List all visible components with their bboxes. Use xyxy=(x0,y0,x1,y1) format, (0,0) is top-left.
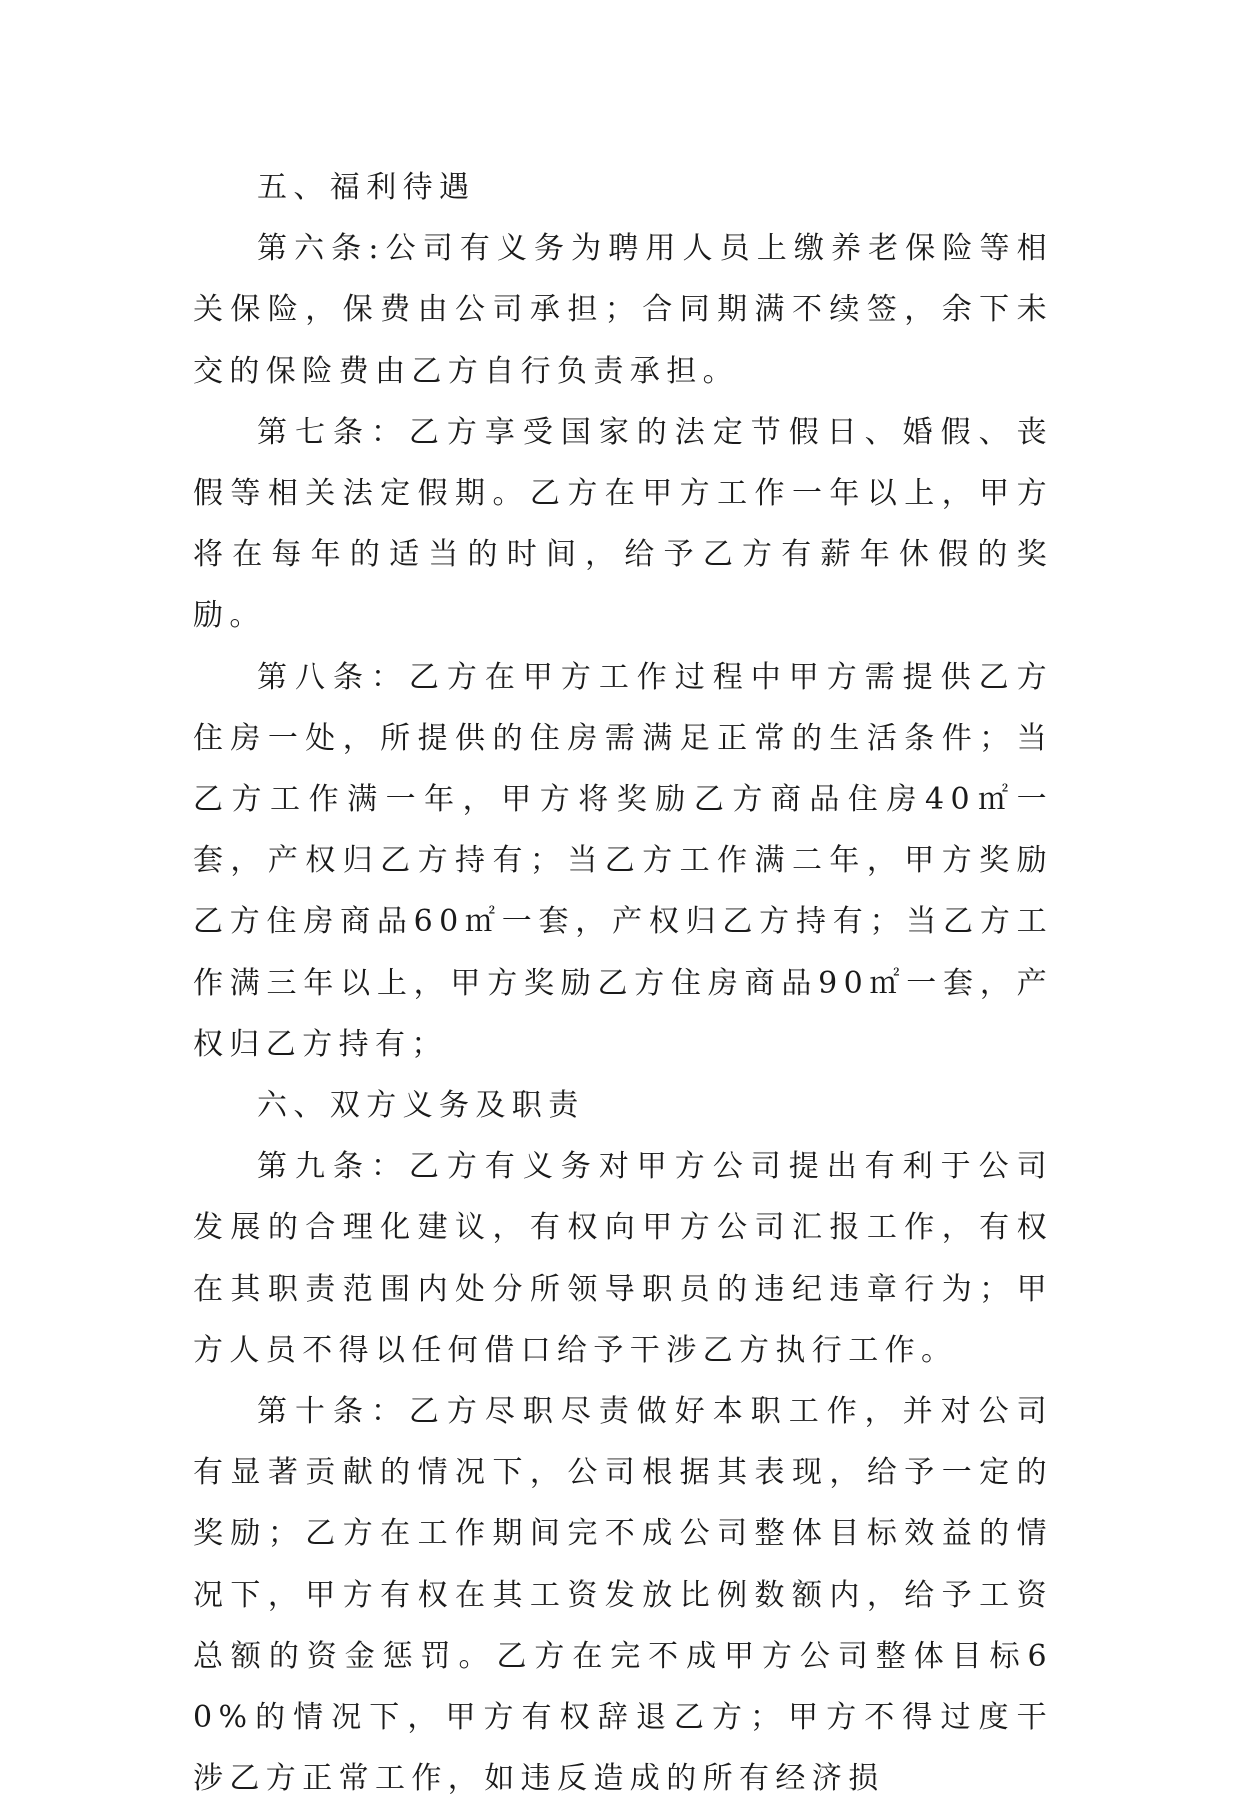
article-10-paragraph: 第十条：乙方尽职尽责做好本职工作，并对公司有显著贡献的情况下，公司根据其表现，给予一定的奖励；乙方在工作期间完不成公司整体目标效益的情况下，甲方有权在其工资发放比例数额内，给予工资总额的资金惩罚。乙方在完不成甲方公司整体目标60%的情况下，甲方有权辞退乙方；甲方不得过度干涉乙方正常工作，如违反造成的所有经济损 xyxy=(193,1394,1053,1797)
section-heading-welfare: 五、福利待遇 xyxy=(257,170,476,205)
document-body xyxy=(193,157,1053,1809)
article-9-paragraph: 第九条：乙方有义务对甲方公司提出有利于公司发展的合理化建议，有权向甲方公司汇报工作，有权在其职责范围内处分所领导职员的违纪违章行为；甲方人员不得以任何借口给予干涉乙方执行工作。 xyxy=(193,1149,1053,1368)
article-7-paragraph: 第七条：乙方享受国家的法定节假日、婚假、丧假等相关法定假期。乙方在甲方工作一年以上，甲方将在每年的适当的时间，给予乙方有薪年休假的奖励。 xyxy=(193,414,1053,634)
section-heading-duties: 六、双方义务及职责 xyxy=(257,1088,585,1124)
article-6-paragraph: 第六条:公司有义务为聘用人员上缴养老保险等相关保险，保费由公司承担；合同期满不续签，余下未交的保险费由乙方自行负责承担。 xyxy=(193,231,1053,389)
article-8-paragraph: 第八条：乙方在甲方工作过程中甲方需提供乙方住房一处，所提供的住房需满足正常的生活条件；当乙方工作满一年，甲方将奖励乙方商品住房40㎡一套，产权归乙方持有；当乙方工作满二年，甲方奖励乙方住房商品60㎡一套，产权归乙方持有；当乙方工作满三年以上，甲方奖励乙方住房商品90㎡一套，产权归乙方持有； xyxy=(193,659,1053,1062)
